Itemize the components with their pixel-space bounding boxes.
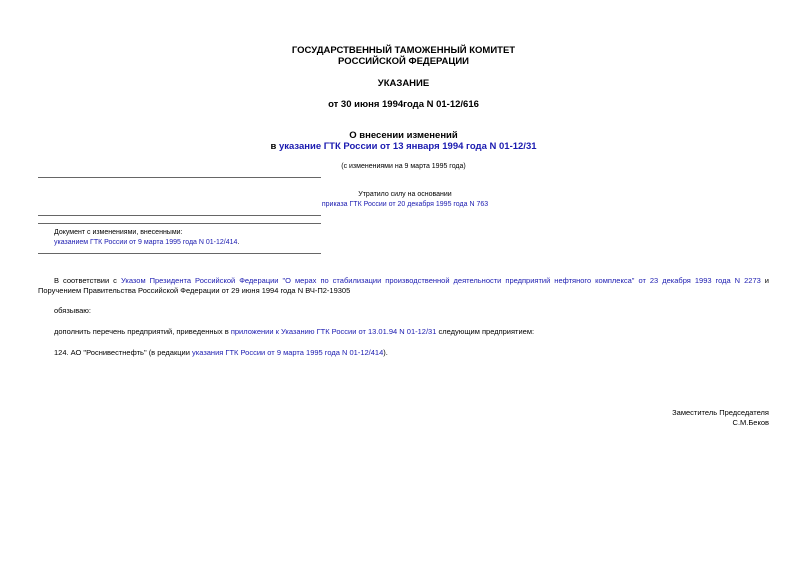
- document-title-line2: [0, 141, 807, 152]
- presidential-decree-link[interactable]: Указом Президента Российской Федерации "О мерах по стабилизации производственной деятельности предприятий нефтяного комплекса" от 23 декабря 1993 года N 2273: [120, 276, 761, 285]
- revision-note: (с изменениями на 9 марта 1995 года): [341, 163, 466, 170]
- body-paragraph-3: [38, 327, 769, 337]
- body-paragraph-2: обязываю:: [54, 306, 91, 315]
- p3-text-b: следующим предприятием:: [436, 327, 535, 336]
- p3-text-a: дополнить перечень предприятий, приведенных в: [54, 327, 231, 336]
- amending-document-link[interactable]: указанием ГТК России от 9 марта 1995 года N 01-12/414: [54, 239, 238, 246]
- p4-text-b: ).: [383, 348, 388, 357]
- document-date-number: от 30 июня 1994года N 01-12/616: [328, 99, 479, 110]
- divider: [38, 223, 321, 224]
- divider: [38, 253, 321, 254]
- divider: [38, 215, 321, 216]
- invalidation-text: Утратило силу на основании: [358, 191, 452, 198]
- p1-text-b: и Поручением Правительства Российской Федерации от 29 июня 1994 года N ВЧ-П2-19305: [38, 276, 769, 295]
- p4-text-a: 124. АО "Роснивестнефть" (в редакции: [54, 348, 193, 357]
- issuer-name-line1: ГОСУДАРСТВЕННЫЙ ТАМОЖЕННЫЙ КОМИТЕТ: [291, 45, 516, 56]
- link-suffix: .: [237, 239, 240, 246]
- divider: [38, 177, 321, 178]
- issuer-name-line2: РОССИЙСКОЙ ФЕДЕРАЦИИ: [337, 56, 469, 67]
- invalidation-link[interactable]: приказа ГТК России от 20 декабря 1995 года N 763: [321, 201, 489, 208]
- signatory-title: Заместитель Председателя: [672, 408, 769, 417]
- changes-box-text: Документ с изменениями, внесенными:: [54, 229, 183, 236]
- signatory-name: С.М.Беков: [732, 418, 769, 427]
- body-paragraph-4: [38, 348, 769, 358]
- appendix-link[interactable]: приложении к Указанию ГТК России от 13.01.94 N 01-12/31: [230, 327, 437, 336]
- p1-text-a: В соответствии с: [54, 276, 121, 285]
- document-title-line1: О внесении изменений: [349, 130, 458, 141]
- changes-box-link-line: [54, 238, 239, 247]
- amended-document-link[interactable]: указание ГТК России от 13 января 1994 года N 01-12/31: [278, 141, 537, 152]
- document-type: УКАЗАНИЕ: [377, 78, 430, 89]
- amendment-link[interactable]: указания ГТК России от 9 марта 1995 года N 01-12/414: [192, 348, 384, 357]
- body-paragraph-1: [38, 276, 769, 296]
- title-prefix: в: [270, 141, 279, 152]
